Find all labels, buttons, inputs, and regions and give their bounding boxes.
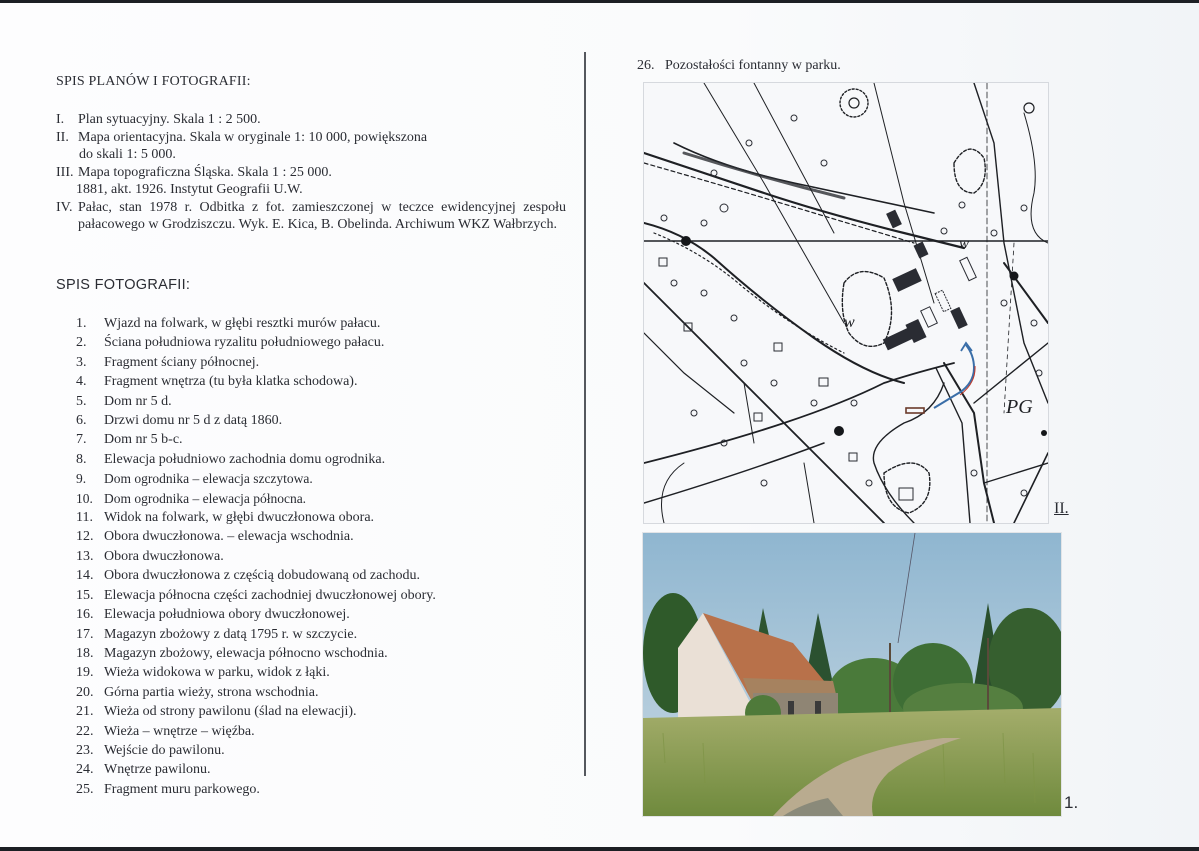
item-text: Obora dwuczłonowa. – elewacja wschodnia.	[104, 529, 354, 545]
plan-text-continued: do skali 1: 5 000.	[79, 147, 176, 162]
item-text: Dom ogrodnika – elewacja szczytowa.	[104, 471, 313, 487]
list-item	[76, 430, 436, 449]
plan-text: Plan sytuacyjny. Skala 1 : 2 500.	[78, 112, 261, 127]
item-number: 13.	[76, 548, 94, 564]
item-number: 23.	[76, 742, 94, 758]
plan-number: II.	[56, 129, 69, 145]
list-item	[76, 450, 436, 469]
item-number: 8.	[76, 451, 87, 467]
item-number: 21.	[76, 704, 94, 720]
list-item	[76, 605, 436, 624]
item-number: 2.	[76, 335, 87, 351]
list-item	[76, 314, 436, 333]
plans-list	[56, 111, 566, 234]
item-number: 12.	[76, 529, 94, 545]
item-text: Wieża od strony pawilonu (ślad na elewacji).	[104, 704, 357, 720]
item-text: Dom nr 5 d.	[104, 393, 172, 409]
item-text: Pozostałości fontanny w parku.	[665, 58, 841, 73]
svg-text:w: w	[959, 236, 970, 252]
list-item	[76, 760, 436, 779]
list-item	[76, 411, 436, 430]
plan-item	[56, 111, 566, 129]
plan-number: III.	[56, 164, 74, 180]
item-text: Górna partia wieży, strona wschodnia.	[104, 684, 319, 700]
item-text: Dom nr 5 b-c.	[104, 432, 183, 448]
plan-item	[56, 199, 566, 234]
svg-text:w: w	[844, 314, 855, 331]
list-item	[637, 58, 841, 74]
item-number: 10.	[76, 490, 93, 506]
item-number: 6.	[76, 413, 87, 429]
item-number: 22.	[76, 723, 94, 739]
item-text: Wejście do pawilonu.	[104, 742, 225, 758]
list-item	[76, 780, 436, 799]
plan-number: I.	[56, 112, 65, 127]
list-item	[76, 683, 436, 702]
item-text: Fragment muru parkowego.	[104, 781, 260, 797]
item-text: Magazyn zbożowy z datą 1795 r. w szczycie.	[104, 626, 358, 642]
list-item	[76, 586, 436, 605]
photo-figure-label: 1.	[1064, 793, 1079, 812]
item-number: 16.	[76, 607, 94, 623]
list-item	[76, 353, 436, 372]
farm-photograph	[642, 532, 1062, 817]
item-number: 7.	[76, 432, 87, 448]
list-item	[76, 644, 436, 663]
photos-heading: SPIS FOTOGRAFII:	[56, 277, 191, 293]
list-item	[76, 547, 436, 566]
item-number: 26.	[637, 58, 655, 73]
plan-number: IV.	[56, 199, 73, 215]
list-item	[76, 469, 436, 488]
item-number: 17.	[76, 626, 94, 642]
item-text: Elewacja północna części zachodniej dwuczłonowej obory.	[104, 587, 436, 603]
list-item	[76, 333, 436, 352]
item-number: 18.	[76, 645, 94, 661]
item-number: 5.	[76, 393, 87, 409]
item-number: 1.	[76, 316, 87, 331]
item-text: Obora dwuczłonowa z częścią dobudowaną od zachodu.	[104, 568, 421, 584]
plan-text: Mapa orientacyjna. Skala w oryginale 1: 10 000, powiększona	[78, 129, 428, 145]
item-number: 20.	[76, 684, 94, 700]
list-item	[76, 741, 436, 760]
item-number: 19.	[76, 665, 94, 681]
item-text: Drzwi domu nr 5 d z datą 1860.	[104, 413, 283, 429]
item-number: 14.	[76, 568, 94, 584]
scan-edge-bottom	[0, 847, 1199, 851]
list-item	[76, 508, 436, 527]
item-text: Dom ogrodnika – elewacja północna.	[104, 490, 307, 506]
svg-text:PG: PG	[1006, 396, 1033, 418]
list-item	[76, 372, 436, 391]
item-number: 25.	[76, 781, 94, 797]
list-item	[76, 489, 436, 508]
item-text: Wieża – wnętrze – więźba.	[104, 723, 255, 739]
plan-text: Mapa topograficzna Śląska. Skala 1 : 25 000.	[78, 164, 332, 180]
map-figure-label: II.	[1054, 500, 1069, 517]
plan-text: Pałac, stan 1978 r. Odbitka z fot. zamieszczonej w teczce ewidencyjnej zespołu pałacowego w Grodziszczu. Wyk. E. Kica, B. Obelinda. Archiwum WKZ Wałbrzych.	[78, 199, 566, 232]
item-text: Wjazd na folwark, w głębi resztki murów pałacu.	[104, 316, 381, 331]
plan-item	[56, 164, 566, 182]
item-number: 24.	[76, 762, 94, 778]
list-item	[76, 702, 436, 721]
item-text: Ściana południowa ryzalitu południowego pałacu.	[104, 335, 385, 351]
list-item	[76, 663, 436, 682]
item-number: 3.	[76, 354, 87, 370]
list-item	[76, 527, 436, 546]
list-item	[76, 625, 436, 644]
item-number: 9.	[76, 471, 87, 487]
item-text: Elewacja południowo zachodnia domu ogrodnika.	[104, 451, 386, 467]
item-text: Widok na folwark, w głębi dwuczłonowa obora.	[104, 510, 375, 526]
item-text: Fragment wnętrza (tu była klatka schodowa).	[104, 374, 358, 390]
photos-list	[76, 314, 436, 799]
map-drawing	[644, 83, 1048, 523]
list-item	[76, 566, 436, 585]
item-text: Obora dwuczłonowa.	[104, 548, 224, 564]
plan-text-continued: 1881, akt. 1926. Instytut Geografii U.W.	[76, 182, 303, 197]
list-item	[76, 392, 436, 411]
list-item	[76, 722, 436, 741]
item-text: Wieża widokowa w parku, widok z łąki.	[104, 665, 330, 681]
photo-scene	[643, 533, 1061, 816]
plans-heading: SPIS PLANÓW I FOTOGRAFII:	[56, 74, 251, 89]
item-number: 11.	[76, 510, 93, 526]
column-divider	[584, 52, 586, 776]
item-text: Magazyn zbożowy, elewacja północno wschodnia.	[104, 645, 388, 661]
item-text: Wnętrze pawilonu.	[104, 762, 211, 778]
item-text: Elewacja południowa obory dwuczłonowej.	[104, 607, 350, 623]
item-text: Fragment ściany północnej.	[104, 354, 260, 370]
topographic-map	[643, 82, 1049, 524]
item-number: 4.	[76, 374, 87, 390]
plan-item	[56, 129, 566, 147]
item-number: 15.	[76, 587, 94, 603]
